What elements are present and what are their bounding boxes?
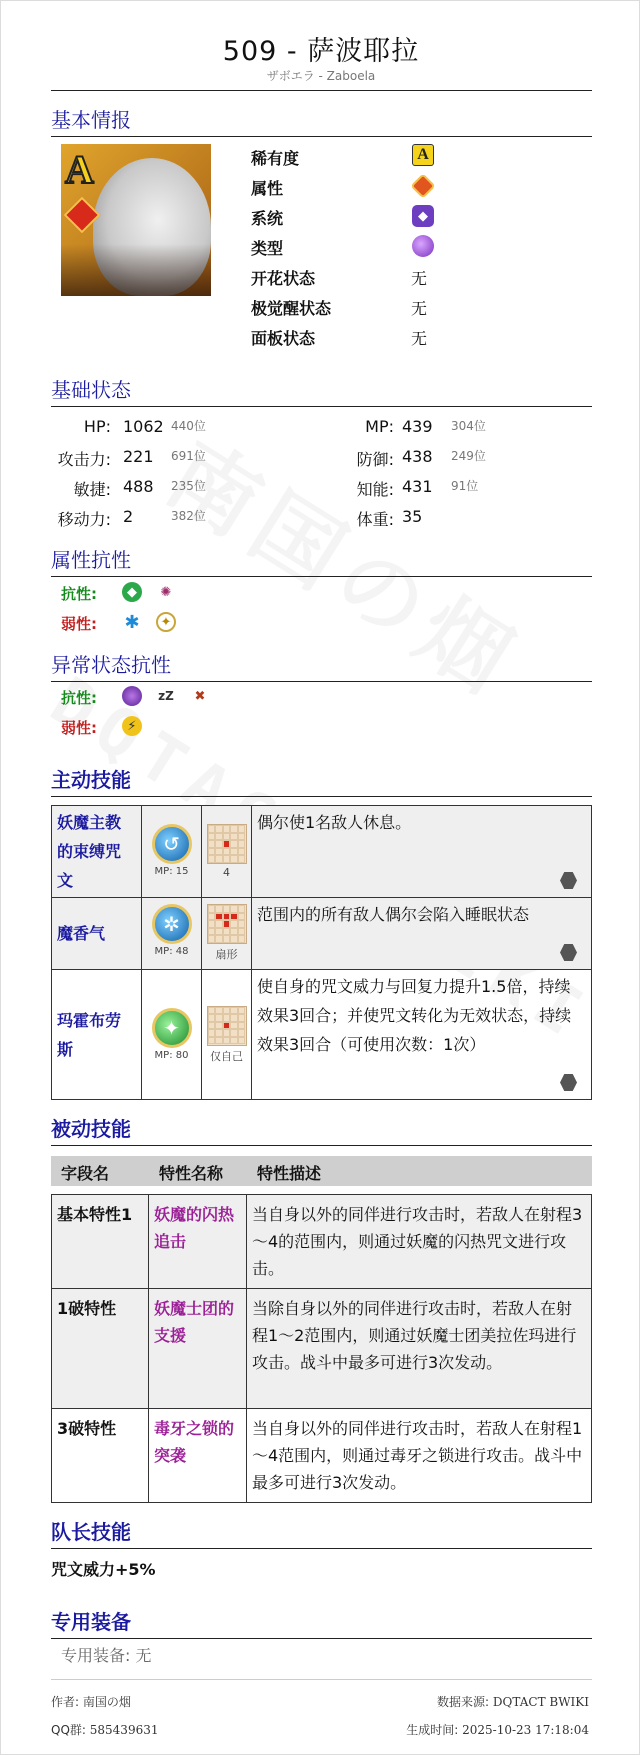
skill-mp: MP: 15 bbox=[154, 866, 189, 877]
footer-author bbox=[51, 1693, 131, 1710]
stat-label-atk: 攻击力: bbox=[57, 450, 111, 469]
poison-status-icon bbox=[122, 686, 142, 706]
attr-resist-label: 抗性: bbox=[61, 585, 97, 603]
footer-source bbox=[437, 1693, 589, 1710]
stat-label-weight: 体重: bbox=[356, 510, 394, 529]
stat-label-hp: HP: bbox=[83, 417, 111, 436]
footer-author-label: 作者: bbox=[51, 1695, 80, 1709]
section-base-stats: 基础状态 bbox=[51, 374, 592, 407]
hexagon-icon bbox=[560, 944, 577, 961]
passive-skill-row bbox=[52, 1195, 592, 1289]
sleep-status-icon: zZ bbox=[158, 689, 174, 703]
skill-range: 扇形 bbox=[215, 948, 238, 961]
passive-header-name: 特性名称 bbox=[159, 1164, 224, 1183]
stat-rank-agi: 235位 bbox=[171, 479, 206, 493]
status-resist-label: 抗性: bbox=[61, 689, 97, 707]
skill-description: 使自身的咒文威力与回复力提升1.5倍，持续效果3回合；并使咒文转化为无效状态，持续效果3回合（可使用次数：1次） bbox=[257, 977, 572, 1054]
rank-a-icon: A bbox=[412, 144, 434, 166]
footer-time-value: 2025-10-23 17:18:04 bbox=[462, 1723, 589, 1737]
section-attr-resist: 属性抗性 bbox=[51, 544, 592, 577]
footer-source-value: DQTACT BWIKI bbox=[492, 1695, 589, 1709]
section-leader-skill: 队长技能 bbox=[51, 1516, 592, 1549]
spell-icon: ✲ bbox=[152, 904, 192, 944]
section-status-resist: 异常状态抗性 bbox=[51, 649, 592, 682]
skill-mp: MP: 48 bbox=[154, 946, 189, 957]
stat-value-weight: 35 bbox=[402, 507, 423, 526]
wind-element-icon: ✺ bbox=[160, 584, 172, 600]
passive-field: 基本特性1 bbox=[52, 1195, 149, 1289]
passive-description: 当除自身以外的同伴进行攻击时，若敌人在射程1～2范围内，则通过妖魔士团美拉佐玛进行攻击。战斗中最多可进行3次发动。 bbox=[247, 1289, 592, 1409]
fire-element-icon bbox=[410, 173, 435, 198]
skill-description: 范围内的所有敌人偶尔会陷入睡眠状态 bbox=[257, 905, 530, 924]
exclusive-equip-text: 专用装备: 无 bbox=[61, 1646, 152, 1665]
page-subtitle: ザボエラ - Zaboela bbox=[266, 69, 376, 83]
stat-label-mp: MP: bbox=[365, 417, 394, 436]
info-label-panel: 面板状态 bbox=[251, 329, 316, 348]
light-element-icon: ✦ bbox=[156, 612, 176, 632]
skill-range: 仅自己 bbox=[210, 1049, 243, 1063]
stat-label-move: 移动力: bbox=[57, 510, 111, 529]
section-exclusive-equip: 专用装备 bbox=[51, 1606, 592, 1639]
info-label-type: 类型 bbox=[251, 239, 284, 258]
stat-value-agi: 488 bbox=[123, 477, 154, 496]
hexagon-icon bbox=[560, 1074, 577, 1091]
footer-qq-label: QQ群: bbox=[51, 1723, 86, 1737]
info-label-rarity: 稀有度 bbox=[251, 149, 300, 168]
footer-author-value: 南国の烟 bbox=[82, 1695, 131, 1709]
footer-qq-value: 585439631 bbox=[89, 1723, 159, 1737]
passive-description: 当自身以外的同伴进行攻击时，若敌人在射程1～4范围内，则通过毒牙之锁进行攻击。战斗中最多可进行3次发动。 bbox=[247, 1409, 592, 1503]
range-grid-icon bbox=[207, 1006, 247, 1046]
range-grid-icon bbox=[207, 824, 247, 864]
stat-value-int: 431 bbox=[402, 477, 433, 496]
footer-source-label: 数据来源: bbox=[437, 1695, 490, 1709]
passive-skill-row bbox=[52, 1289, 592, 1409]
passive-name: 妖魔的闪热追击 bbox=[149, 1195, 247, 1289]
stat-value-mp: 439 bbox=[402, 417, 433, 436]
stat-value-atk: 221 bbox=[123, 447, 154, 466]
info-value-panel: 无 bbox=[411, 329, 428, 348]
character-portrait bbox=[61, 144, 211, 296]
skill-description: 偶尔使1名敌人休息。 bbox=[257, 813, 412, 832]
paralysis-status-icon: ⚡ bbox=[122, 716, 142, 736]
spell-icon: ↺ bbox=[152, 824, 192, 864]
passive-field: 3破特性 bbox=[52, 1409, 149, 1503]
stat-rank-atk: 691位 bbox=[171, 449, 206, 463]
stat-rank-move: 382位 bbox=[171, 509, 206, 523]
footer-time-label: 生成时间: bbox=[406, 1723, 459, 1737]
passive-name: 毒牙之锁的突袭 bbox=[149, 1409, 247, 1503]
footer-qq bbox=[51, 1721, 158, 1738]
passive-table-header bbox=[51, 1156, 592, 1186]
stat-label-def: 防御: bbox=[356, 450, 394, 469]
active-skill-row bbox=[52, 898, 592, 970]
passive-description: 当自身以外的同伴进行攻击时，若敌人在射程3～4的范围内，则通过妖魔的闪热咒文进行攻击。 bbox=[247, 1195, 592, 1289]
stat-value-hp: 1062 bbox=[123, 417, 164, 436]
info-value-bloom: 无 bbox=[411, 269, 428, 288]
passive-header-field: 字段名 bbox=[61, 1164, 110, 1183]
info-label-bloom: 开花状态 bbox=[251, 269, 316, 288]
earth-element-icon: ◆ bbox=[122, 582, 142, 602]
stat-value-def: 438 bbox=[402, 447, 433, 466]
status-weak-label: 弱性: bbox=[61, 719, 97, 737]
active-skill-row bbox=[52, 970, 592, 1100]
section-active-skills: 主动技能 bbox=[51, 764, 592, 797]
info-value-awaken: 无 bbox=[411, 299, 428, 318]
info-label-awaken: 极觉醒状态 bbox=[251, 299, 332, 318]
skill-range: 4 bbox=[223, 866, 230, 879]
hexagon-icon bbox=[560, 872, 577, 889]
skill-name: 玛霍布劳斯 bbox=[52, 970, 142, 1100]
info-label-system: 系统 bbox=[251, 209, 284, 228]
footer-divider bbox=[51, 1679, 592, 1680]
magic-type-icon bbox=[412, 235, 434, 257]
stun-status-icon: ✖ bbox=[194, 688, 206, 704]
demon-system-icon: ◆ bbox=[412, 205, 434, 227]
attr-weak-label: 弱性: bbox=[61, 615, 97, 633]
stat-label-agi: 敏捷: bbox=[73, 480, 111, 499]
section-passive-skills: 被动技能 bbox=[51, 1113, 592, 1146]
stat-rank-int: 91位 bbox=[451, 479, 479, 493]
footer-time bbox=[406, 1721, 589, 1738]
passive-name: 妖魔士团的支援 bbox=[149, 1289, 247, 1409]
title-divider bbox=[51, 90, 592, 91]
rank-a-badge-icon: A bbox=[65, 147, 94, 192]
passive-field: 1破特性 bbox=[52, 1289, 149, 1409]
skill-mp: MP: 80 bbox=[154, 1050, 189, 1061]
stat-label-int: 知能: bbox=[356, 480, 394, 499]
skill-name: 魔香气 bbox=[52, 898, 142, 970]
stat-value-move: 2 bbox=[123, 507, 134, 526]
range-grid-icon bbox=[207, 904, 247, 944]
stat-rank-def: 249位 bbox=[451, 449, 486, 463]
page-title: 509 - 萨波耶拉 bbox=[222, 36, 420, 67]
section-basic-info: 基本情报 bbox=[51, 104, 592, 137]
active-skill-table bbox=[51, 805, 592, 1100]
active-skill-row bbox=[52, 806, 592, 898]
info-label-element: 属性 bbox=[251, 179, 284, 198]
skill-name: 妖魔主教的束缚咒文 bbox=[52, 806, 142, 898]
stat-rank-hp: 440位 bbox=[171, 419, 206, 433]
stat-rank-mp: 304位 bbox=[451, 419, 486, 433]
passive-header-desc: 特性描述 bbox=[257, 1164, 322, 1183]
passive-skill-row bbox=[52, 1409, 592, 1503]
spell-icon: ✦ bbox=[152, 1008, 192, 1048]
leader-skill-text: 咒文威力+5% bbox=[51, 1560, 156, 1579]
ice-element-icon: ✱ bbox=[124, 611, 140, 633]
passive-skill-table bbox=[51, 1194, 592, 1503]
